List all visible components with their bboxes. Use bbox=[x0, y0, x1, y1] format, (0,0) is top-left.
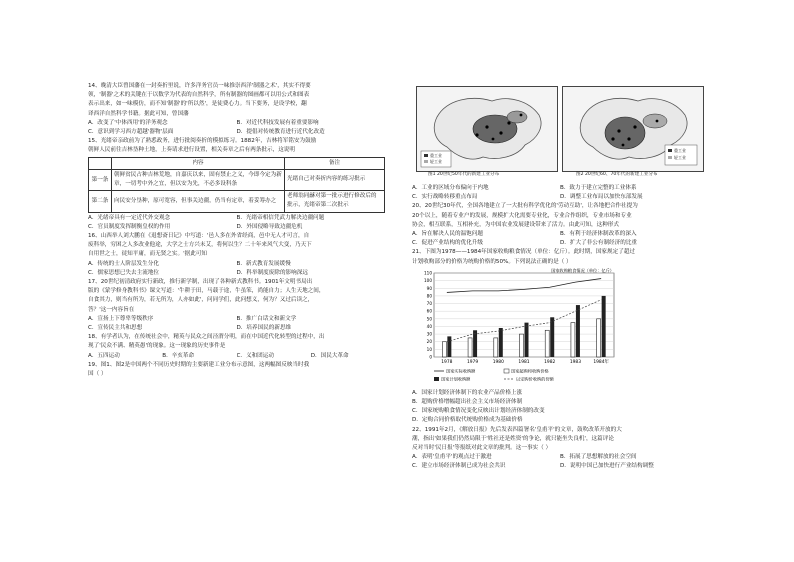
question-16 bbox=[88, 232, 385, 278]
q16-option-a: A．传统的士人阶层发生分化 bbox=[88, 260, 159, 267]
question-20 bbox=[412, 202, 708, 248]
map-figure-2 bbox=[562, 86, 704, 172]
china-map-1960s-1970s bbox=[563, 87, 703, 171]
q17-line: 17、20世纪初清政府实行新政，推行新学制，出现了各种新式教科书。1901年文明书局出 bbox=[88, 279, 313, 286]
map-legend-light: 轻工业 bbox=[430, 159, 442, 164]
y-tick-label: 100 bbox=[424, 277, 432, 283]
bar-supra-purchase bbox=[520, 334, 524, 357]
bar-supra-purchase bbox=[571, 322, 575, 356]
q14-line: 领，'制器'之术的关键在于以数学为代表的自然科学，所有制器的图画都可以用公式和图表 bbox=[88, 92, 310, 99]
q18-option-b: B．辛亥革命 bbox=[162, 352, 195, 359]
q18-option-d: D．国民大革命 bbox=[310, 352, 349, 359]
legend-label: 国家实际收购额 bbox=[446, 368, 476, 374]
q21-option-c: C．国家统购粮食情况变化反映出计划经济体制的改变 bbox=[412, 408, 545, 415]
q17-line: 自食其力，则当有所为，若无所为，人亦如此'，问同学们，此问想义，何为？又过后读之， bbox=[88, 297, 314, 304]
q15-line: 朝鲜人民前往吉林垦种土地，上奏请求进行设置，相关奏章之后有两条批示，这说明 bbox=[88, 147, 295, 154]
bar-planned-purchase bbox=[576, 305, 580, 357]
q15-option-a: A．光绪帝具有一定近代外交观念 bbox=[88, 214, 171, 221]
q17-line: 版的《蒙学修身教科书》课文写道：'牛耕于田，马载于途，牛虽笨，尚能自力；人生天地之间， bbox=[88, 288, 325, 295]
q21-line: 21、下图为1978——1984年国家收购粮食情况（单位：亿斤）。此时期，国家规定了超过 bbox=[412, 249, 635, 256]
grain-purchase-chart bbox=[414, 267, 630, 389]
row-note: 老师翁同龢对第一批示进行修改后的批示，光绪帝第二次批示 bbox=[285, 191, 385, 212]
q16-option-d: D．科举制度废除的影响深远 bbox=[236, 269, 308, 276]
row-number: 第二条 bbox=[89, 191, 112, 212]
q19-options bbox=[412, 184, 708, 202]
q20-line: 协会，相互联系，互相补充，为中国农业发展建设带来了活力。由此可知，这种形式 bbox=[412, 221, 619, 228]
q14-option-d: D．提倡对传统教育进行近代化改造 bbox=[236, 129, 325, 136]
y-tick-label: 30 bbox=[426, 331, 432, 337]
q20-option-a: A．旨在解决人民的温饱问题 bbox=[412, 231, 483, 238]
q22-option-b: B．拓展了思想解放的社会空间 bbox=[560, 454, 637, 461]
q15-option-b: B．光绪帝相信凭武力解决边疆问题 bbox=[236, 214, 325, 221]
q16-option-b: B．新式教育发展缓慢 bbox=[236, 260, 291, 267]
table-row bbox=[89, 191, 385, 212]
q16-line: 自用世之士，徒知平庸，而无贤之实。'据此可知 bbox=[88, 251, 208, 258]
q18-line: 现了'民众不满、精英愚'的现象。这一现象的历史事件是 bbox=[88, 343, 226, 350]
question-14 bbox=[88, 82, 385, 137]
bar-supra-purchase bbox=[597, 319, 601, 357]
q15-line: 15、光绪帝亲政前为了熟悉政务，进行批阅奏折的模拟练习。1882年，吉林将军铭安为鼓励 bbox=[88, 138, 317, 145]
y-tick-label: 20 bbox=[426, 339, 432, 345]
q14-option-c: C．意识到学习西方超越'器物'层面 bbox=[88, 129, 174, 136]
q18-line: 18、有学者认为，在传统社会中，精英与民众之间泾渭分明，而在中国近代化转型的过程中，出 bbox=[88, 334, 325, 341]
bar-planned-purchase bbox=[602, 296, 606, 357]
q21-option-d: D．定购合同价格取代统购价格成为基础价格 bbox=[412, 417, 523, 424]
q17-option-b: B．推广白话文和新文学 bbox=[236, 315, 297, 322]
q20-line: 20个以上，随着专业户的发展，规模扩大化需要专业化，专业合作组织，专业市场和专业 bbox=[412, 212, 632, 219]
bar-supra-purchase bbox=[442, 342, 446, 357]
q22-option-a: A．表明'皇甫平'的观点过于激进 bbox=[412, 454, 492, 461]
question-22 bbox=[412, 426, 708, 472]
q16-line: 16、山西举人刘大鹏在《退想斋日记》中写道：'邑人多在外省经商，邑中无人才可言，自 bbox=[88, 233, 310, 240]
plot-area bbox=[434, 273, 614, 357]
q14-line: 表示出来，如一味模仿，而不知'制器'的'所以然'，是徒费心力。当下要务，是设学校，翻 bbox=[88, 101, 307, 108]
q17-line: 答？'这一内容旨在 bbox=[88, 306, 135, 313]
q16-option-c: C．儒家思想已失去主流地位 bbox=[88, 269, 160, 276]
q16-line: 废科举，穷困之人多改业他途，大学之士方兴未艾，将何以生？二十年来风气大变，乃天下 bbox=[88, 242, 312, 249]
q22-option-c: C．建立市场经济体制已成为社会共识 bbox=[412, 463, 506, 470]
q14-line: 译西洋自然科学书籍。据此可知，曾国藩 bbox=[88, 110, 189, 117]
legend-label: 国家计划收购额 bbox=[441, 376, 471, 382]
q18-option-a: A．五四运动 bbox=[88, 352, 120, 359]
chart-svg bbox=[414, 267, 630, 389]
q18-option-c: C．义和团运动 bbox=[236, 352, 274, 359]
table-row bbox=[89, 169, 385, 190]
china-map-1950s bbox=[417, 87, 557, 171]
q14-line: 14、晚清大臣曾国藩在一封奏折里说，许多洋务官员一味推崇西洋'制器之术'，其实不得要 bbox=[88, 83, 311, 89]
table-header: 内容 bbox=[112, 157, 285, 169]
q19-option-c: C．实行战略转移重点布局 bbox=[412, 194, 478, 201]
q19-option-d: D．调整工业布局以加快东部发展 bbox=[560, 194, 643, 201]
row-number: 第一条 bbox=[89, 169, 112, 190]
legend-swatch bbox=[434, 377, 439, 381]
industry-maps bbox=[412, 82, 708, 184]
legend-label: 以定购价收购的份额 bbox=[516, 376, 554, 382]
right-column bbox=[412, 82, 708, 472]
bar-planned-purchase bbox=[525, 322, 529, 356]
bar-planned-purchase bbox=[473, 330, 477, 357]
bar-planned-purchase bbox=[550, 317, 554, 357]
y-tick-label: 50 bbox=[426, 316, 432, 322]
q15-option-d: D．外国侵略导致边疆危机 bbox=[236, 223, 303, 230]
q19-option-a: A．工业的区域分布偏向于内地 bbox=[412, 185, 489, 191]
x-tick-label: 1982 bbox=[544, 359, 556, 365]
q15-table bbox=[88, 157, 385, 213]
exam-page bbox=[88, 82, 708, 482]
bar-supra-purchase bbox=[468, 338, 472, 357]
y-tick-label: 60 bbox=[426, 308, 432, 314]
q22-line: 反对当时'民日报'等报纸对此文章的批判。这一事实（ ） bbox=[412, 445, 552, 452]
y-tick-label: 10 bbox=[426, 346, 432, 352]
q19-line: 19、图1、图2是中国两个不同历史时期的主要新建工业分布示意图，这两幅图反映当时我 bbox=[88, 361, 310, 368]
map-legend-heavy: 重工业 bbox=[674, 148, 686, 153]
q20-option-d: D．扩大了非公有制经济的比重 bbox=[560, 240, 638, 247]
map-legend-heavy: 重工业 bbox=[430, 153, 442, 158]
q20-option-c: C．促进产业结构的优化升级 bbox=[412, 240, 484, 247]
question-18 bbox=[88, 333, 385, 361]
row-content: 朝鲜贫民占种吉林荒地，自嘉庆以来，固有禁止之义，今即今定为新章，一切考中外之宜，但以安为先，不必多设科条 bbox=[112, 169, 285, 190]
table-header bbox=[89, 157, 112, 169]
y-tick-label: 80 bbox=[426, 293, 432, 299]
legend-label: 国家超购和收购价格 bbox=[511, 368, 549, 374]
q17-option-c: C．宣传民主共和思想 bbox=[88, 325, 143, 332]
chart-title: 国家收购粮食情况（单位：亿斤） bbox=[551, 267, 614, 273]
x-tick-label: 1983 bbox=[569, 359, 582, 365]
row-note: 光绪自己对奏折内容的练习批示 bbox=[285, 169, 385, 190]
q19-line: 国（ ） bbox=[88, 371, 107, 378]
y-tick-label: 40 bbox=[426, 323, 432, 329]
bar-planned-purchase bbox=[447, 336, 451, 357]
question-17 bbox=[88, 278, 385, 333]
q17-option-d: D．培养国民的新思维 bbox=[236, 325, 292, 332]
x-tick-label: 1984年 bbox=[593, 359, 609, 365]
q21-option-b: B．超购价格增幅超出社会主义市场经济体制 bbox=[412, 399, 523, 406]
q22-line: 潮，指出'如果我们仍然局限于'姓社还是姓资'的争论，就只能坐失良机'，这篇评论 bbox=[412, 435, 614, 442]
q20-option-b: B．有利于经济体制改革的深入 bbox=[560, 231, 637, 238]
map-legend-light: 轻工业 bbox=[674, 155, 686, 160]
table-header: 备注 bbox=[285, 157, 385, 169]
q15-option-c: C．官员制度发挥制衡皇权的作用 bbox=[88, 223, 171, 230]
q17-option-a: A．宣扬上下尊卑等级秩序 bbox=[88, 315, 154, 322]
q14-option-a: A．改变了'中体西用'的洋务观念 bbox=[88, 119, 168, 126]
q14-option-b: B．对近代科技发展有着重要影响 bbox=[236, 119, 319, 126]
bar-planned-purchase bbox=[499, 328, 503, 357]
q22-line: 22、1991年2月，《解放日报》先后发表四篇署名'皇甫平'的文章，鼓吹改革开放的大 bbox=[412, 426, 622, 433]
y-tick-label: 0 bbox=[429, 354, 432, 360]
q19-option-b: B．致力于建立完整的工业体系 bbox=[560, 185, 637, 191]
y-tick-label: 70 bbox=[426, 300, 432, 306]
x-tick-label: 1981 bbox=[518, 359, 530, 365]
map-2-caption: 图2 20世纪60、70年代的新建工业分布 bbox=[576, 172, 658, 177]
bar-supra-purchase bbox=[545, 330, 549, 357]
q21-line: 计划收购部分的价格为统购价格的50%。下列说法正确的是（ ） bbox=[412, 258, 572, 265]
x-tick-label: 1979 bbox=[466, 359, 479, 365]
question-21 bbox=[412, 248, 708, 425]
bar-supra-purchase bbox=[494, 338, 498, 357]
q22-option-d: D．说明中国已加快进行产业结构调整 bbox=[560, 463, 654, 470]
row-content: 向民安分垦种，原可宽容，但事关边疆，仍当有定章，着妥筹办之 bbox=[112, 191, 285, 212]
map-1-caption: 图1 20世纪50年代的新建工业分布 bbox=[428, 172, 500, 177]
y-tick-label: 90 bbox=[426, 285, 432, 291]
legend-swatch bbox=[504, 369, 509, 373]
y-tick-label: 110 bbox=[424, 270, 432, 276]
q20-line: 20、20世纪30年代，全国各地建立了一大批有科学优化的'劳动互助'，让各地把合作社提为 bbox=[412, 203, 638, 210]
x-tick-label: 1978 bbox=[441, 359, 453, 365]
question-19 bbox=[88, 361, 385, 379]
left-column bbox=[88, 82, 385, 379]
q21-option-a: A．国家计划经济体制下的农业产品价格上涨 bbox=[412, 389, 523, 396]
x-tick-label: 1980 bbox=[492, 359, 504, 365]
question-15 bbox=[88, 137, 385, 232]
map-figure-1 bbox=[416, 86, 558, 172]
